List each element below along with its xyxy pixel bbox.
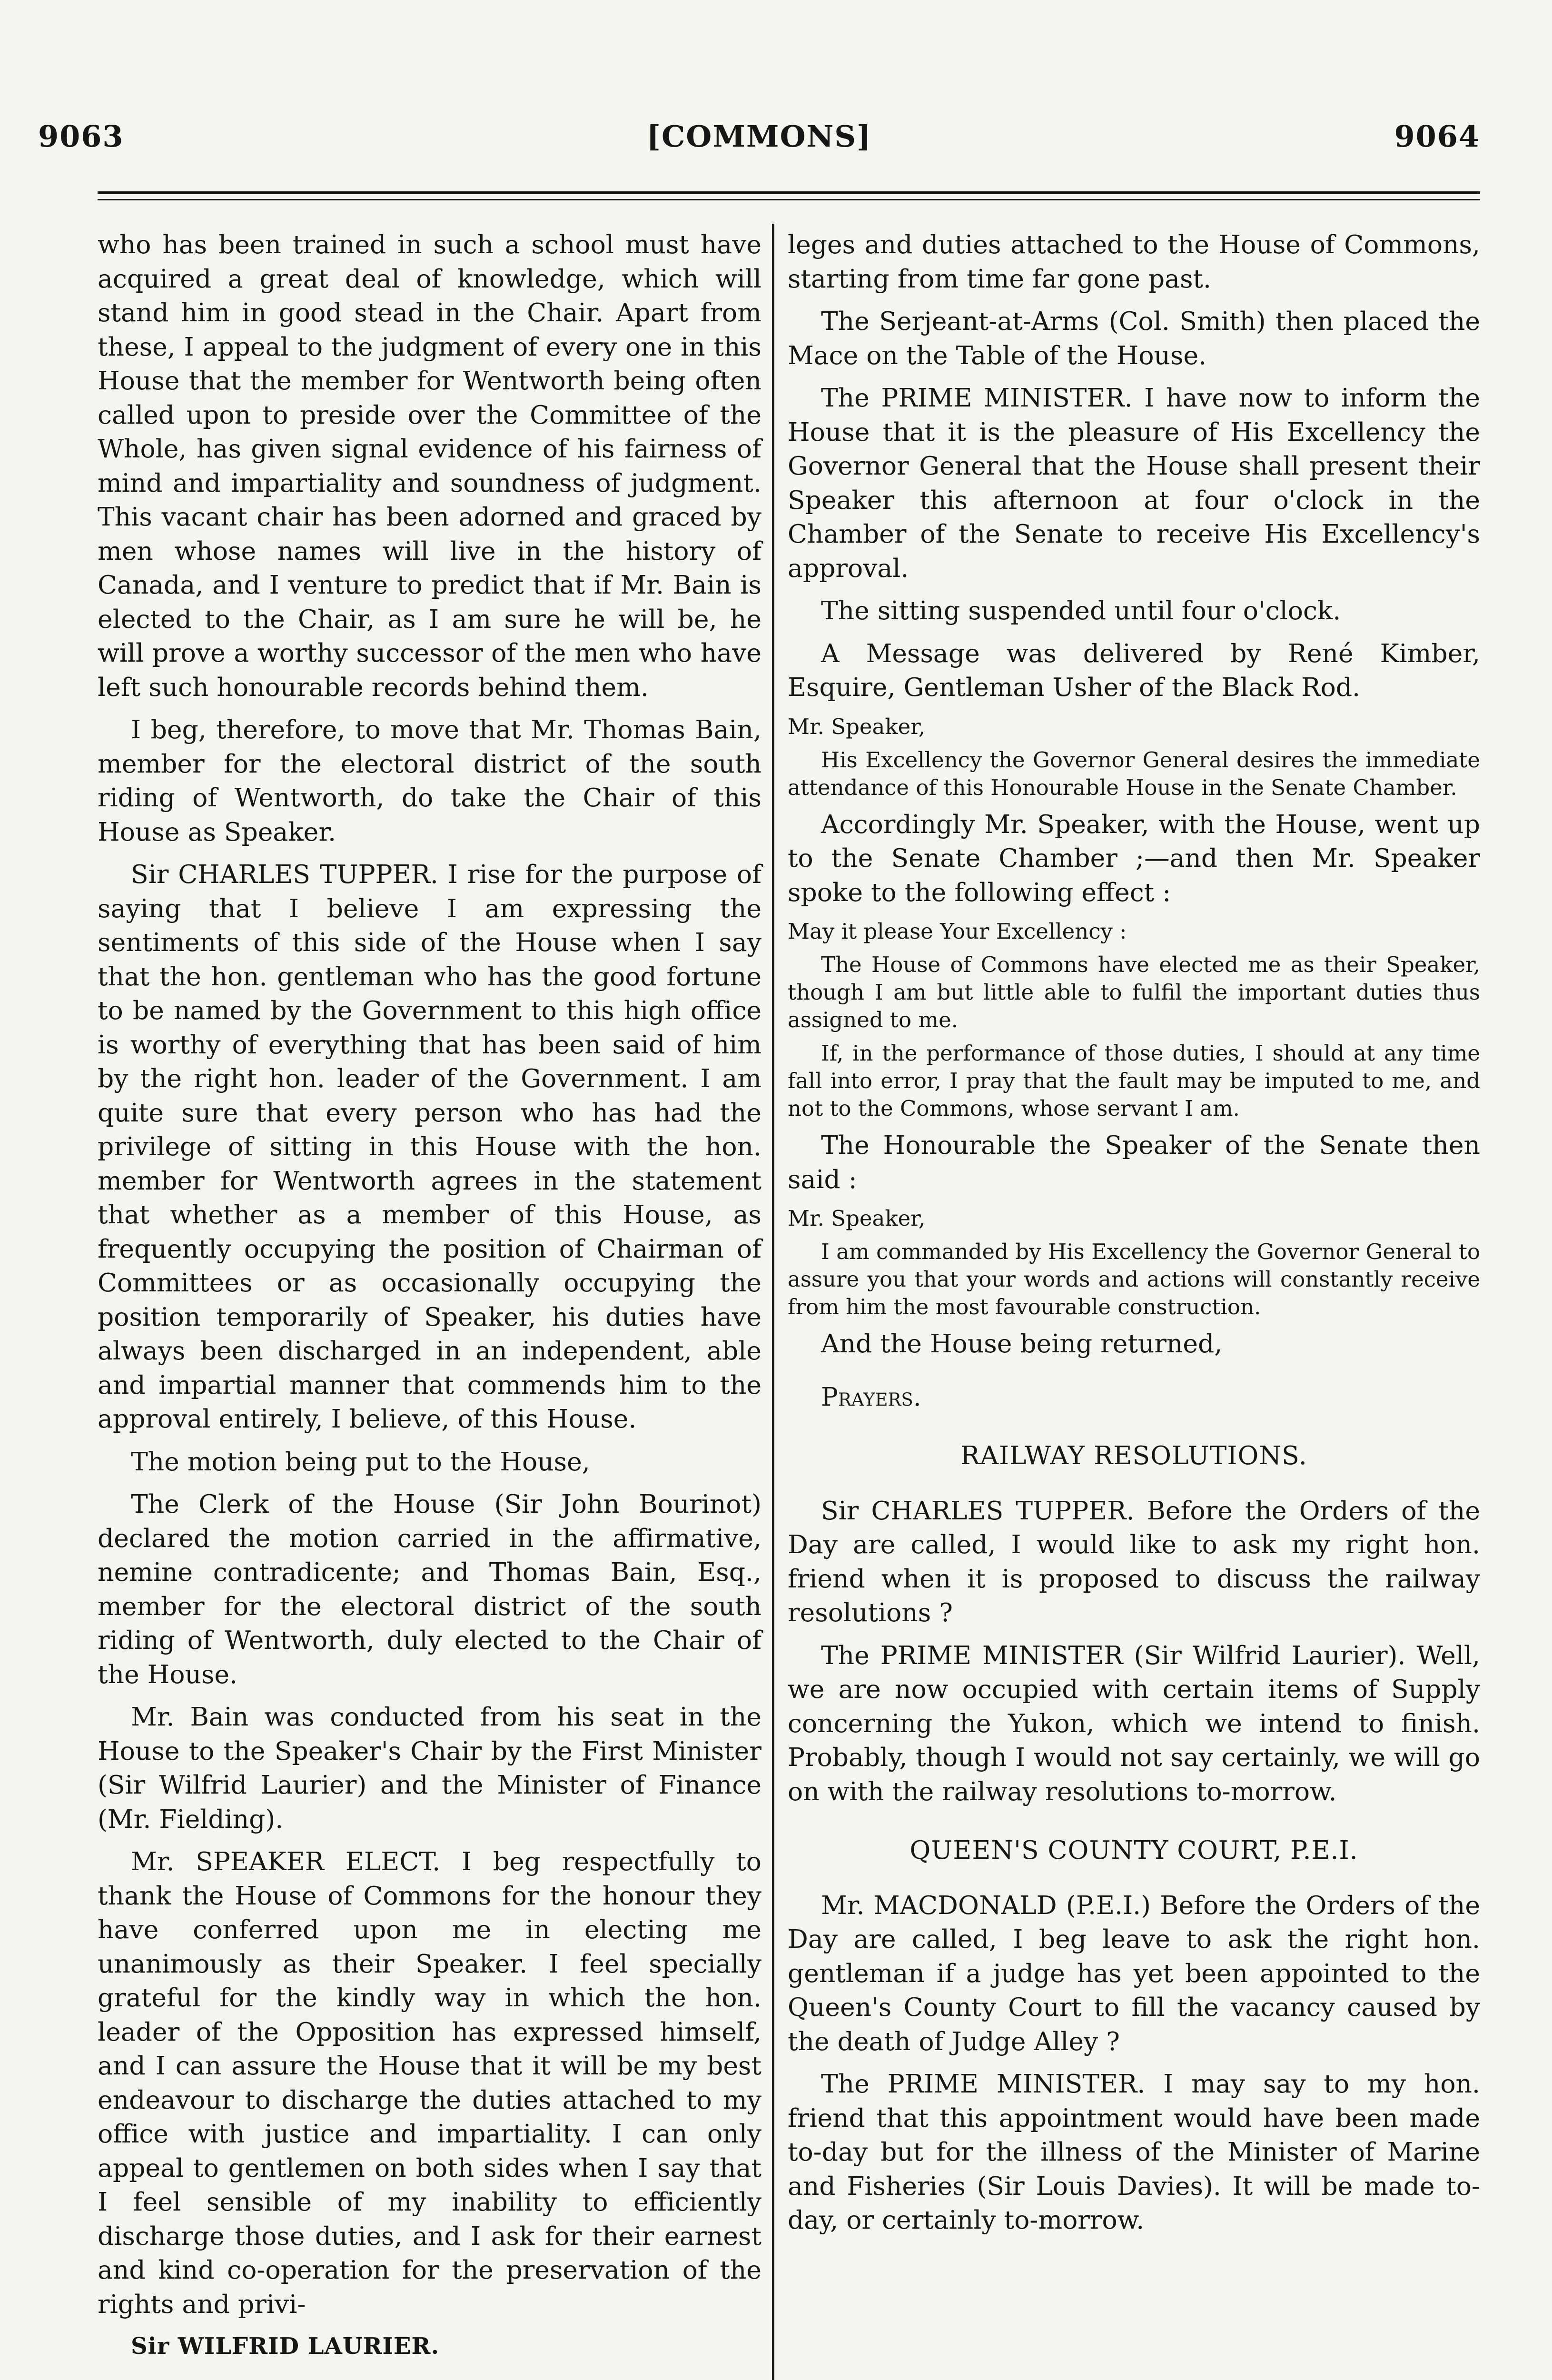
paragraph: Sir CHARLES TUPPER. I rise for the purpose of saying that I believe I am expressing the sentiments of this side of the House when I say that the hon. gentleman who has the good fortune to be named by the Government to this high office is worthy of everything that has been said of him by the right hon. leader of the Government. I am quite sure that every person who has had the privilege of sitting in this House with the hon. member for Wentworth agrees in the statement that whether as a member of this House, as frequently occupying the position of Chairman of Committees or as occasionally occupying the position temporarily of Speaker, his duties have always been discharged in an independent, able and impartial manner that commends him to the approval entirely, I believe, of this House.: [98, 859, 761, 1434]
paragraph: The sitting suspended until four o'clock.: [821, 595, 1341, 625]
page-header: [38, 119, 1480, 154]
message-salutation: Mr. Speaker,: [788, 714, 926, 739]
header-rule-thick: [98, 191, 1480, 194]
address-paragraph: If, in the performance of those duties, I should at any time fall into error, I pray that the fault may be imputed to me, and not to the Commons, whose servant I am.: [788, 1041, 1480, 1121]
header-title: [COMMONS]: [646, 119, 872, 154]
paragraph: The PRIME MINISTER. I have now to inform the House that it is the pleasure of His Excellency the Governor General that the House shall present their Speaker this afternoon at four o'clock in the Chamber of the Senate to receive His Excellency's approval.: [788, 383, 1480, 583]
header-rule-thin: [98, 199, 1480, 200]
column-divider: [772, 224, 774, 2380]
speaker-stub: Sir WILFRID LAURIER.: [131, 2333, 440, 2360]
paragraph: Sir CHARLES TUPPER. Before the Orders of the Day are called, I would like to ask my right hon. friend when it is proposed to discuss the railway resolutions ?: [788, 1495, 1480, 1627]
paragraph: Mr. SPEAKER ELECT. I beg respectfully to thank the House of Commons for the honour they have conferred upon me in electing me unanimously as their Speaker. I feel specially grateful for the kindly way in which the hon. leader of the Opposition has expressed himself, and I can assure the House that it will be my best endeavour to discharge the duties attached to my office with justice and impartiality. I can only appeal to gentlemen on both sides when I say that I feel sensible of my inability to efficiently discharge those duties, and I ask for their earnest and kind co-operation for the preservation of the rights and privi-: [98, 1846, 761, 2319]
address-paragraph: The House of Commons have elected me as their Speaker, though I am but little able to fulfil the important duties thus assigned to me.: [788, 952, 1480, 1032]
paragraph: I beg, therefore, to move that Mr. Thomas Bain, member for the electoral district of the south riding of Wentworth, do take the Chair of this House as Speaker.: [98, 714, 761, 847]
paragraph: The Serjeant-at-Arms (Col. Smith) then placed the Mace on the Table of the House.: [788, 306, 1480, 370]
right-page-number: 9064: [1394, 119, 1480, 154]
paragraph: The PRIME MINISTER (Sir Wilfrid Laurier). Well, we are now occupied with certain items of Supply concerning the Yukon, which we intend to finish. Probably, though I would not say certainly, we will go on with the railway resolutions to-morrow.: [788, 1640, 1480, 1806]
section-heading-railway: RAILWAY RESOLUTIONS.: [960, 1440, 1307, 1470]
left-column: [98, 228, 761, 2364]
left-page-number: 9063: [38, 119, 124, 154]
paragraph: The PRIME MINISTER. I may say to my hon. friend that this appointment would have been made to-day but for the illness of the Minister of Marine and Fisheries (Sir Louis Davies). It will be made to-day, or certainly to-morrow.: [788, 2069, 1480, 2235]
paragraph: The Honourable the Speaker of the Senate then said :: [788, 1130, 1480, 1194]
prayers-label: Prayers.: [821, 1381, 921, 1412]
paragraph: The motion being put to the House,: [131, 1446, 590, 1477]
address-salutation: May it please Your Excellency :: [788, 919, 1127, 944]
paragraph: who has been trained in such a school must have acquired a great deal of knowledge, which will stand him in good stead in the Chair. Apart from these, I appeal to the judgment of every one in this House that the member for Wentworth being often called upon to preside over the Committee of the Whole, has given signal evidence of his fairness of mind and impartiality and soundness of judgment. This vacant chair has been adorned and graced by men whose names will live in the history of Canada, and I venture to predict that if Mr. Bain is elected to the Chair, as I am sure he will be, he will prove a worthy successor of the men who have left such honourable records behind them.: [98, 229, 761, 702]
reply-salutation: Mr. Speaker,: [788, 1206, 926, 1231]
paragraph: Accordingly Mr. Speaker, with the House, went up to the Senate Chamber ;—and then Mr. Speaker spoke to the following effect :: [788, 809, 1480, 907]
paragraph: Mr. MACDONALD (P.E.I.) Before the Orders of the Day are called, I beg leave to ask the right hon. gentleman if a judge has yet been appointed to the Queen's County Court to fill the vacancy caused by the death of Judge Alley ?: [788, 1890, 1480, 2056]
reply-body: I am commanded by His Excellency the Governor General to assure you that your words and actions will constantly receive from him the most favourable construction.: [788, 1239, 1480, 1319]
paragraph: leges and duties attached to the House of Commons, starting from time far gone past.: [788, 229, 1480, 294]
right-column: [788, 228, 1480, 2246]
paragraph: The Clerk of the House (Sir John Bourinot) declared the motion carried in the affirmative, nemine contradicente; and Thomas Bain, Esq., member for the electoral district of the south riding of Wentworth, duly elected to the Chair of the House.: [98, 1489, 761, 1689]
paragraph: And the House being returned,: [821, 1329, 1223, 1359]
message-body: His Excellency the Governor General desires the immediate attendance of this Honourable House in the Senate Chamber.: [788, 747, 1480, 800]
paragraph: A Message was delivered by René Kimber, Esquire, Gentleman Usher of the Black Rod.: [788, 638, 1480, 702]
paragraph: Mr. Bain was conducted from his seat in the House to the Speaker's Chair by the First Minister (Sir Wilfrid Laurier) and the Minister of Finance (Mr. Fielding).: [98, 1702, 761, 1834]
section-heading-court: QUEEN'S COUNTY COURT, P.E.I.: [909, 1835, 1358, 1865]
